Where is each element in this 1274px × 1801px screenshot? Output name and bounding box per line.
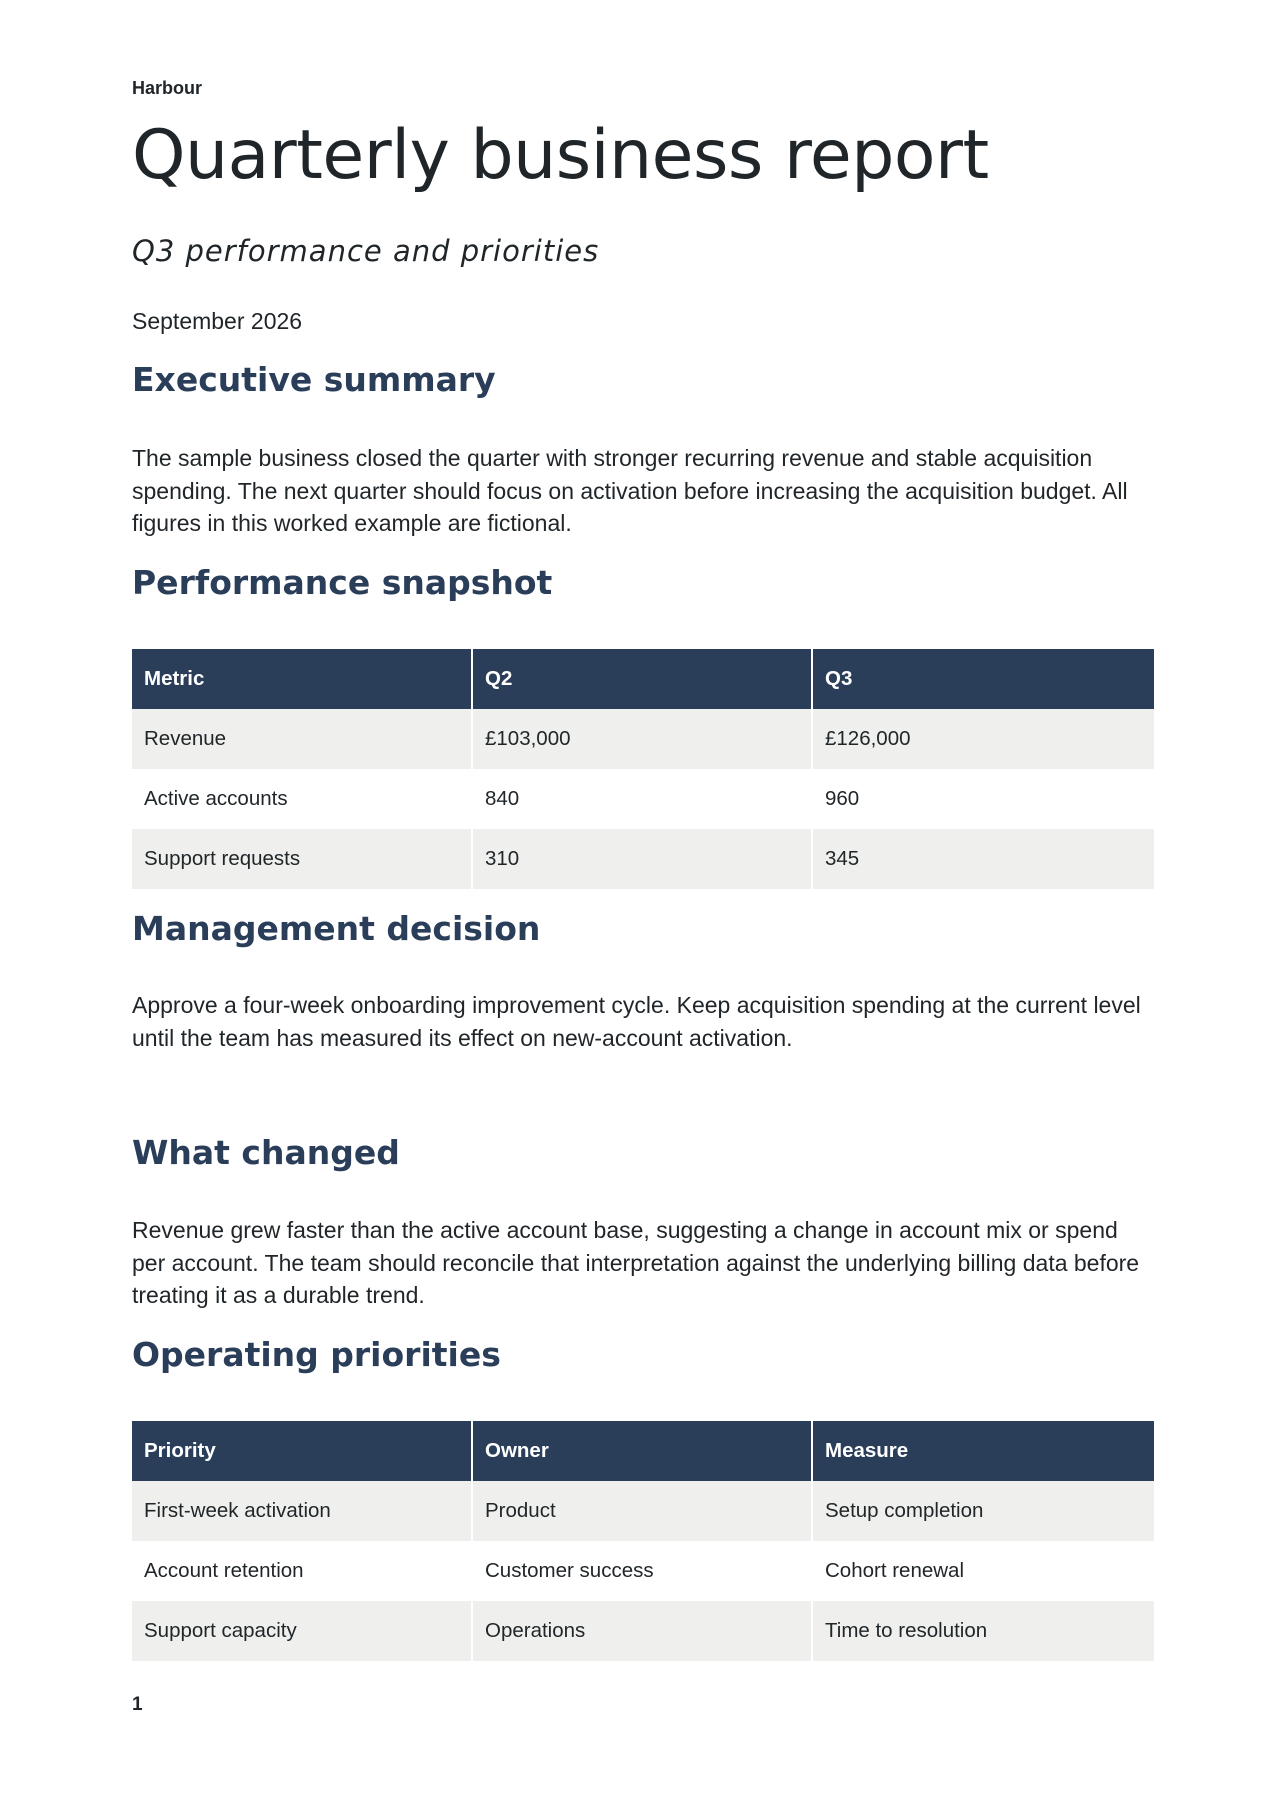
- performance-snapshot-heading: Performance snapshot: [132, 563, 553, 602]
- table-row: [132, 769, 1154, 829]
- table-row: [132, 829, 1154, 889]
- page-number: 1: [132, 1694, 143, 1715]
- table-cell: Support requests: [132, 829, 472, 889]
- report-subtitle: Q3 performance and priorities: [132, 234, 600, 268]
- table-row: [132, 1541, 1154, 1601]
- column-header-q3: Q3: [812, 649, 1154, 709]
- column-header-owner: Owner: [472, 1421, 812, 1481]
- brand-name: Harbour: [132, 78, 203, 98]
- table-cell: 310: [472, 829, 812, 889]
- table-cell: Revenue: [132, 709, 472, 769]
- table-row: [132, 709, 1154, 769]
- column-header-measure: Measure: [812, 1421, 1154, 1481]
- management-decision-text: Approve a four-week onboarding improvement cycle. Keep acquisition spending at the current level until the team has measured its effect on new-account activation.: [132, 992, 1141, 1051]
- table-cell: Cohort renewal: [812, 1541, 1154, 1601]
- table-cell: Active accounts: [132, 769, 472, 829]
- table-cell: 345: [812, 829, 1154, 889]
- table-cell: Support capacity: [132, 1601, 472, 1661]
- table-cell: £126,000: [812, 709, 1154, 769]
- table-cell: 840: [472, 769, 812, 829]
- table-cell: Time to resolution: [812, 1601, 1154, 1661]
- report-title: Quarterly business report: [132, 116, 989, 195]
- table-cell: Customer success: [472, 1541, 812, 1601]
- what-changed-heading: What changed: [132, 1133, 400, 1172]
- table-cell: Account retention: [132, 1541, 472, 1601]
- table-cell: Product: [472, 1481, 812, 1541]
- table-cell: Operations: [472, 1601, 812, 1661]
- table-header-row: [132, 1421, 1154, 1481]
- operating-priorities-heading: Operating priorities: [132, 1335, 501, 1374]
- table-row: [132, 1601, 1154, 1661]
- column-header-metric: Metric: [132, 649, 472, 709]
- column-header-priority: Priority: [132, 1421, 472, 1481]
- operating-priorities-table: [132, 1421, 1154, 1661]
- table-cell: Setup completion: [812, 1481, 1154, 1541]
- column-header-q2: Q2: [472, 649, 812, 709]
- table-cell: £103,000: [472, 709, 812, 769]
- table-cell: First-week activation: [132, 1481, 472, 1541]
- management-decision-heading: Management decision: [132, 909, 541, 948]
- executive-summary-heading: Executive summary: [132, 360, 496, 399]
- executive-summary-text: The sample business closed the quarter with stronger recurring revenue and stable acquisition spending. The next quarter should focus on activation before increasing the acquisition budget. All figures in this worked example are fictional.: [132, 445, 1128, 536]
- what-changed-text: Revenue grew faster than the active account base, suggesting a change in account mix or spend per account. The team should reconcile that interpretation against the underlying billing data before treating it as a durable trend.: [132, 1217, 1140, 1308]
- report-date: September 2026: [132, 308, 303, 334]
- performance-snapshot-table: [132, 649, 1154, 889]
- table-row: [132, 1481, 1154, 1541]
- table-header-row: [132, 649, 1154, 709]
- table-cell: 960: [812, 769, 1154, 829]
